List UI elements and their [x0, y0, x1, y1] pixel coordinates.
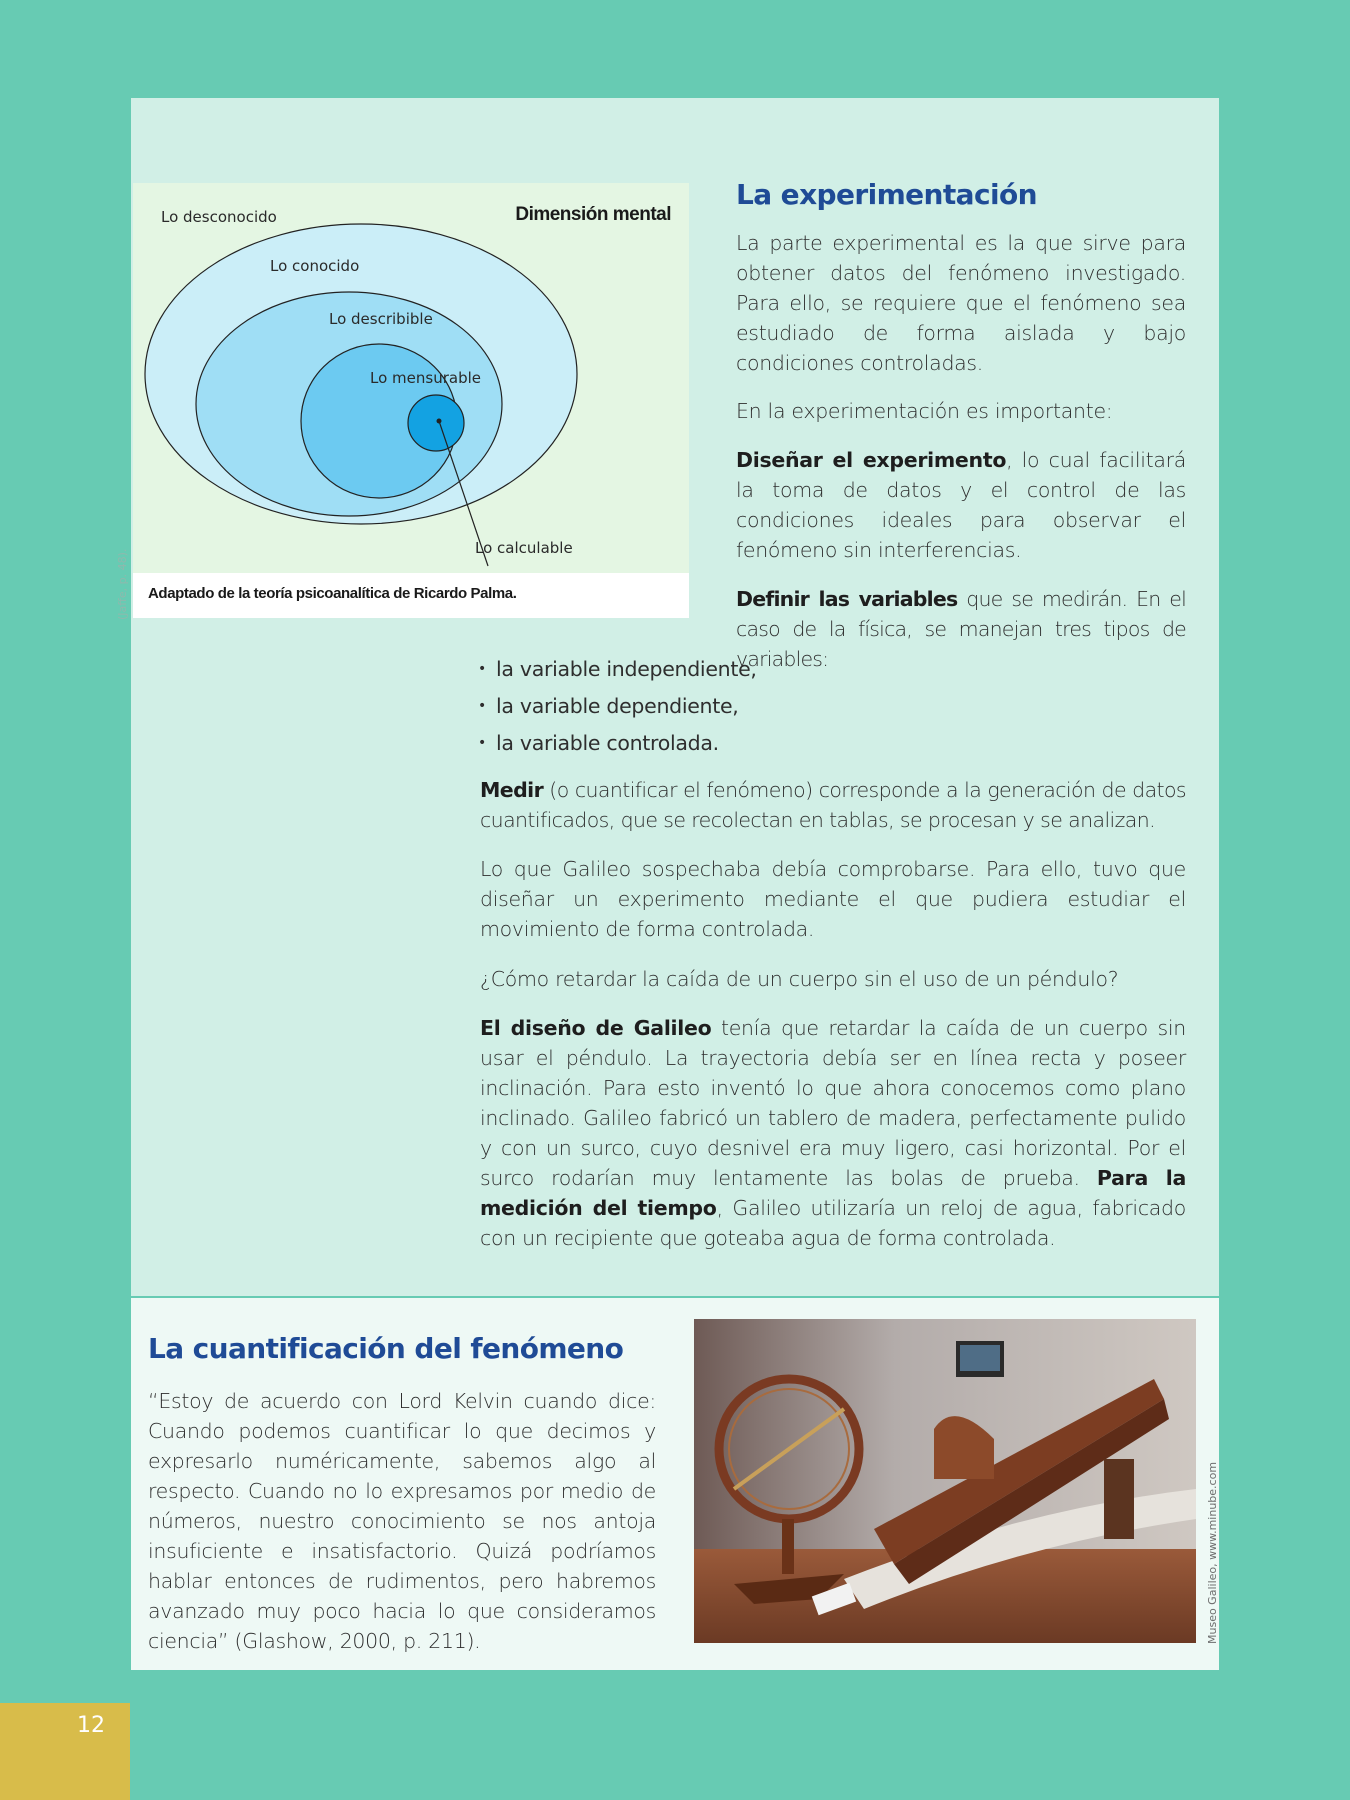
define-variables-paragraph [736, 584, 1186, 674]
design-experiment-paragraph [736, 445, 1186, 565]
diagram-caption-text: Adaptado de la teoría psicoanalítica de Ricardo Palma. [148, 585, 517, 602]
experimentacion-paragraph-1: La parte experimental es la que sirve para obtener datos del fenómeno investigado. Para ello, se requiere que el fenómeno sea estudiado de forma aislada y bajo condiciones controladas. [736, 231, 1186, 375]
galileo-suspicion-paragraph: Lo que Galileo sospechaba debía comprobarse. Para ello, tuvo que diseñar un experimento mediante el que pudiera estudiar el movimiento de forma controlada. [480, 857, 1186, 941]
label-measurable: Lo mensurable [370, 369, 481, 387]
question-paragraph: ¿Cómo retardar la caída de un cuerpo sin el uso de un péndulo? [480, 967, 1119, 991]
time-measurement-text: , Galileo utilizaría un reloj de agua, fabricado con un recipiente que goteaba agua de forma controlada. [480, 1196, 1187, 1250]
design-experiment-text: , lo cual facilitará la toma de datos y el control de las condiciones ideales para observar el fenómeno sin interferencias. [736, 448, 1186, 562]
define-variables-text: que se medirán. En el caso de la física, se manejan tres tipos de variables: [736, 587, 1187, 671]
measure-paragraph [480, 775, 1186, 835]
variables-list [478, 651, 757, 762]
galileo-design-text: tenía que retardar la caída de un cuerpo sin usar el péndulo. La trayectoria debía ser en línea recta y poseer inclinación. Para esto inventó lo que ahora conocemos como plano inclinado. Galileo fabricó un tablero de madera, perfectamente pulido y con un surco, cuyo desnivel era muy ligero, casi horizontal. Por el surco rodarían muy lentamente las bolas de prueba. [480, 1016, 1186, 1190]
galileo-design-term: El diseño de Galileo [480, 1016, 712, 1040]
page-number-tab [0, 1703, 130, 1800]
label-unknown: Lo desconocido [161, 208, 277, 226]
measure-term: Medir [480, 778, 544, 802]
list-item: • la variable controlada. [478, 725, 757, 762]
museum-photo [694, 1319, 1196, 1643]
circle-calculable [408, 395, 464, 451]
time-measurement-term: Para la medición del tiempo [480, 1166, 1186, 1220]
mental-dimension-diagram [133, 183, 689, 573]
diagram-title: Dimensión mental [515, 204, 671, 225]
label-describable: Lo describible [329, 310, 433, 328]
label-known: Lo conocido [270, 257, 360, 275]
photo-credit: Museo Galileo, www.minube.com [1206, 1461, 1219, 1644]
define-variables-term: Definir las variables [736, 587, 958, 611]
quantification-heading: La cuantificación del fenómeno [148, 1332, 624, 1365]
measure-text: (o cuantificar el fenómeno) corresponde a la generación de datos cuantificados, que se recolectan en tablas, se procesan y se analizan. [480, 778, 1186, 832]
museum-photo-illustration [694, 1319, 1196, 1643]
experimentacion-heading: La experimentación [736, 178, 1037, 211]
list-item: • la variable dependiente, [478, 688, 757, 725]
design-experiment-term: Diseñar el experimento [736, 448, 1007, 472]
galileo-design-paragraph [480, 1013, 1186, 1253]
diagram-caption [133, 573, 689, 618]
diagram-side-credit: (Jaffe, p. 48). [116, 548, 129, 620]
page-number: 12 [77, 1713, 105, 1738]
experimentacion-paragraph-2: En la experimentación es importante: [736, 399, 1113, 423]
kelvin-quote: “Estoy de acuerdo con Lord Kelvin cuando dice: Cuando podemos cuantificar lo que decimos y expresarlo numéricamente, sabemos algo al respecto. Cuando no lo expresamos por medio de números, nuestro conocimiento se nos antoja insuficiente e insatisfactorio. Quizá podríamos hablar entonces de rudimentos, pero habremos avanzado muy poco hacia lo que consideramos ciencia” (Glashow, 2000, p. 211). [148, 1389, 656, 1653]
label-calculable: Lo calculable [475, 539, 573, 557]
list-item: • la variable independiente, [478, 651, 757, 688]
